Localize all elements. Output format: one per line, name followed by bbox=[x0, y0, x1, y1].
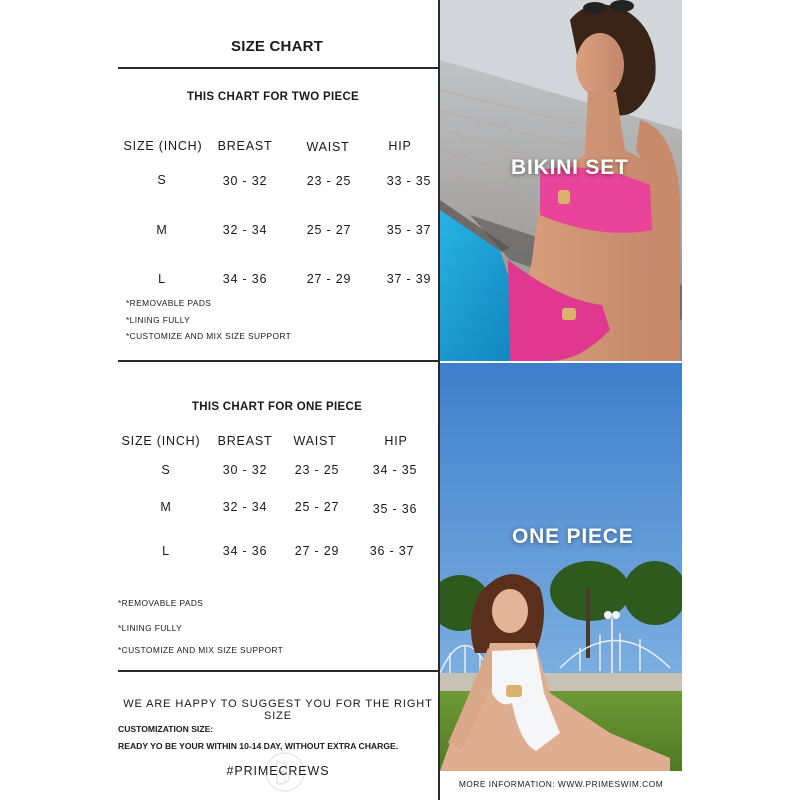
two-piece-note: *LINING FULLY bbox=[126, 315, 191, 325]
one-piece-note: *CUSTOMIZE AND MIX SIZE SUPPORT bbox=[118, 645, 284, 655]
customization-text: READY YO BE YOUR WITHIN 10-14 DAY, WITHOUT EXTRA CHARGE. bbox=[118, 741, 399, 751]
hip-cell: 33 - 35 bbox=[386, 174, 432, 188]
waist-cell: 23 - 25 bbox=[306, 174, 352, 188]
hip-cell: 36 - 37 bbox=[369, 544, 415, 558]
waist-cell: 27 - 29 bbox=[294, 544, 340, 558]
hip-cell: 34 - 35 bbox=[372, 463, 418, 477]
breast-cell: 34 - 36 bbox=[222, 544, 268, 558]
two-piece-col-waist: WAIST bbox=[306, 140, 350, 154]
size-cell: L bbox=[158, 272, 166, 286]
hip-cell: 35 - 37 bbox=[386, 223, 432, 237]
size-cell: M bbox=[156, 223, 168, 237]
one-piece-photo bbox=[440, 363, 682, 771]
breast-cell: 32 - 34 bbox=[222, 223, 268, 237]
size-cell: M bbox=[160, 500, 172, 514]
bikini-set-label: BIKINI SET bbox=[511, 156, 629, 179]
breast-cell: 32 - 34 bbox=[222, 500, 268, 514]
two-piece-note: *REMOVABLE PADS bbox=[126, 298, 212, 308]
one-piece-col-breast: BREAST bbox=[217, 434, 273, 448]
customization-title: CUSTOMIZATION SIZE: bbox=[118, 724, 214, 734]
suggest-text: WE ARE HAPPY TO SUGGEST YOU FOR THE RIGHT SIZE bbox=[123, 698, 433, 722]
breast-cell: 30 - 32 bbox=[222, 463, 268, 477]
two-piece-col-breast: BREAST bbox=[217, 139, 273, 153]
size-cell: S bbox=[157, 173, 167, 187]
more-info-text: MORE INFORMATION: WWW.PRIMESWIM.COM bbox=[458, 779, 664, 789]
hashtag: #PRIMECREWS bbox=[226, 764, 330, 778]
one-piece-title: THIS CHART FOR ONE PIECE bbox=[191, 401, 363, 413]
page-title: SIZE CHART bbox=[231, 38, 323, 55]
one-piece-col-waist: WAIST bbox=[293, 434, 337, 448]
hip-cell: 35 - 36 bbox=[372, 502, 418, 516]
bikini-set-photo bbox=[440, 0, 682, 361]
breast-cell: 34 - 36 bbox=[222, 272, 268, 286]
bikini-set-illustration bbox=[440, 0, 682, 361]
one-piece-col-hip: HIP bbox=[384, 434, 408, 448]
one-piece-label: ONE PIECE bbox=[512, 525, 634, 548]
one-piece-illustration bbox=[440, 363, 682, 771]
size-cell: S bbox=[161, 463, 171, 477]
waist-cell: 25 - 27 bbox=[294, 500, 340, 514]
hip-cell: 37 - 39 bbox=[386, 272, 432, 286]
size-cell: L bbox=[162, 544, 170, 558]
waist-cell: 27 - 29 bbox=[306, 272, 352, 286]
one-piece-note: *LINING FULLY bbox=[118, 623, 183, 633]
waist-cell: 25 - 27 bbox=[306, 223, 352, 237]
section-rule bbox=[118, 360, 438, 362]
header-rule bbox=[118, 67, 438, 69]
two-piece-title: THIS CHART FOR TWO PIECE bbox=[186, 91, 360, 103]
one-piece-col-size: SIZE (INCH) bbox=[121, 434, 201, 448]
section-rule bbox=[118, 670, 438, 672]
two-piece-col-hip: HIP bbox=[388, 139, 412, 153]
one-piece-note: *REMOVABLE PADS bbox=[118, 598, 204, 608]
two-piece-note: *CUSTOMIZE AND MIX SIZE SUPPORT bbox=[126, 331, 292, 341]
two-piece-col-size: SIZE (INCH) bbox=[123, 139, 203, 153]
breast-cell: 30 - 32 bbox=[222, 174, 268, 188]
waist-cell: 23 - 25 bbox=[294, 463, 340, 477]
